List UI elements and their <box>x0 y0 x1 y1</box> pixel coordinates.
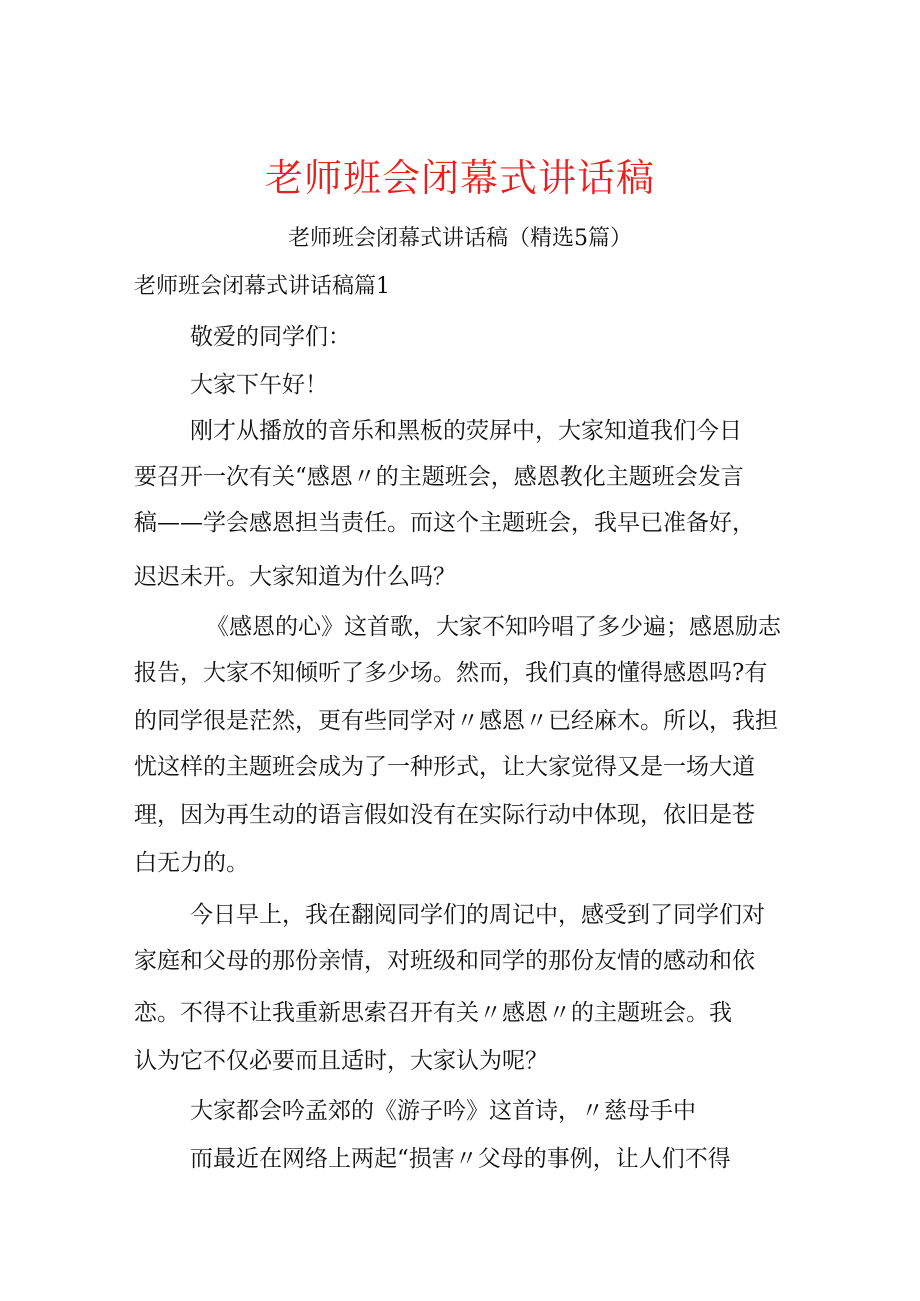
document-title: 老师班会闭幕式讲话稿 <box>264 156 655 200</box>
greeting-line: 大家下午好！ <box>190 372 328 398</box>
paragraph-line: 家庭和父母的那份亲情，对班级和同学的那份友情的感动和依 <box>134 948 755 974</box>
section-heading: 老师班会闭幕式讲话稿篇1 <box>134 274 390 299</box>
paragraph-line: 白无力的。 <box>134 850 249 876</box>
paragraph-line: 认为它不仅必要而且适时，大家认为呢？ <box>134 1048 548 1074</box>
paragraph-line: 迟迟未开。大家知道为什么吗？ <box>134 564 456 590</box>
paragraph-line: 今日早上，我在翻阅同学们的周记中，感受到了同学们对 <box>190 902 765 928</box>
paragraph-line: 的同学很是茫然，更有些同学对〃感恩〃已经麻木。所以，我担 <box>134 708 778 734</box>
paragraph-line: 《感恩的心》这首歌，大家不知吟唱了多少遍；感恩励志 <box>206 614 781 640</box>
document-subtitle: 老师班会闭幕式讲话稿（精选5篇） <box>288 226 632 251</box>
paragraph-line: 大家都会吟孟郊的《游子吟》这首诗，〃慈母手中 <box>190 1098 696 1124</box>
paragraph-line: 报告，大家不知倾听了多少场。然而，我们真的懂得感恩吗?有 <box>134 660 768 686</box>
paragraph-line: 恋。不得不让我重新思索召开有关〃感恩〃的主题班会。我 <box>134 1000 732 1026</box>
paragraph-line: 稿——学会感恩担当责任。而这个主题班会，我早已准备好， <box>134 510 755 536</box>
paragraph-line: 要召开一次有关“感恩〃的主题班会，感恩教化主题班会发言 <box>134 464 744 490</box>
paragraph-line: 忧这样的主题班会成为了一种形式，让大家觉得又是一场大道 <box>134 754 755 780</box>
paragraph-line: 理，因为再生动的语言假如没有在实际行动中体现，依旧是苍 <box>134 802 755 828</box>
paragraph-line: 刚才从播放的音乐和黑板的荧屏中，大家知道我们今日 <box>190 418 742 444</box>
salutation-line: 敬爱的同学们： <box>190 324 351 350</box>
paragraph-line: 而最近在网络上两起“损害〃父母的事例，让人们不得 <box>190 1146 731 1172</box>
